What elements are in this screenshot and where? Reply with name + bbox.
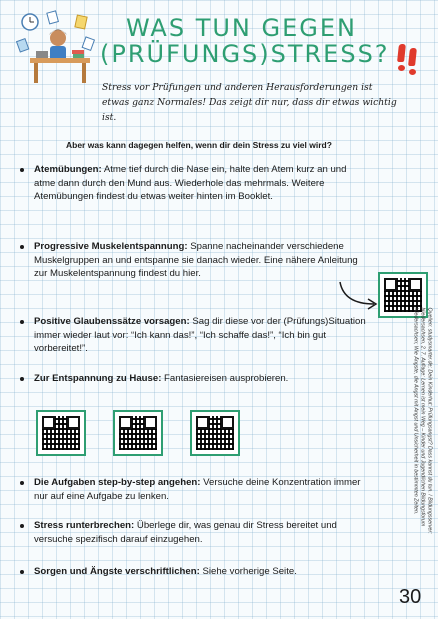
item-text: Sag dir diese vor der (Prüfungs)Situation immer wieder laut vor: “Ich kann das!”, “Ich schaffe das!”, “Ich bin gut vorbereitet!”. [34, 316, 366, 355]
bullet [20, 168, 24, 172]
item-text: Atme tief durch die Nase ein, halte den Atem kurz an und atme dann durch den Mund aus. Wiederhole das mehrmals. Weitere Atemübungen findest du etwas weiter hinten im Booklet. [34, 164, 347, 203]
student-desk-illustration [14, 8, 100, 88]
page-number: 30 [399, 586, 422, 608]
sources-note [395, 305, 433, 550]
title-line-1: WAS TUN GEGEN [126, 14, 357, 42]
bullet [20, 320, 24, 324]
item-label: Sorgen und Ängste verschriftlichen: [34, 566, 200, 577]
list-item-breathing [20, 163, 370, 204]
item-text: Versuche deine Konzentration immer nur auf eine Aufgabe zu lenken. [34, 477, 361, 502]
list-item-break-down-stress [20, 519, 370, 546]
arrow-icon [336, 278, 382, 312]
sources-text: Quellen: studysmarter.de; Dein Kinderhut: Prüfungsangst? Dass kannst du tun. / Bildungsserver: Niedersachsen, 2. 7. Auflage: Lernen ist mein Weg – Kinder und Jugendlichen Bildungsforum Niedersachsen; Wie Ängste, die Angst mit Angst und Unsicherheit in bestimmten Zeiten. [412, 307, 433, 534]
bullet [20, 570, 24, 574]
qr-code-fantasy-journey-1[interactable] [36, 410, 86, 456]
list-item-step-by-step [20, 476, 370, 503]
item-text: Spanne nacheinander verschiedene Muskelgruppen an und entspanne sie danach wieder. Eine nähere Anleitung zur Muskelentspannung findest du hier. [34, 241, 358, 280]
bullet [20, 377, 24, 381]
item-label: Zur Entspannung zu Hause: [34, 373, 162, 384]
list-item-positive-beliefs [20, 315, 370, 356]
bullet [20, 245, 24, 249]
bullet [20, 524, 24, 528]
item-label: Stress runterbrechen: [34, 520, 135, 531]
question-heading: Aber was kann dagegen helfen, wenn dir dein Stress zu viel wird? [66, 140, 332, 150]
qr-code-fantasy-journey-3[interactable] [190, 410, 240, 456]
item-label: Progressive Muskelentspannung: [34, 241, 188, 252]
qr-code-fantasy-journey-2[interactable] [113, 410, 163, 456]
item-text: Fantasiereisen ausprobieren. [161, 373, 289, 384]
list-item-muscle-relaxation [20, 240, 370, 281]
item-label: Die Aufgaben step-by-step angehen: [34, 477, 201, 488]
exclamation-icon [398, 44, 405, 70]
item-text: Überlege dir, was genau dir Stress bereitet und versuche spezifisch darauf einzugehen. [34, 520, 337, 545]
intro-text: Stress vor Prüfungen und anderen Herausforderungen ist etwas ganz Normales! Das zeigt dir nur, dass dir etwas wichtig ist. [102, 82, 397, 123]
item-label: Atemübungen: [34, 164, 102, 175]
bullet [20, 481, 24, 485]
list-item-relaxation-home [20, 372, 370, 386]
list-item-write-worries [20, 565, 370, 579]
title-line-2: (PRÜFUNGS)STRESS? [100, 40, 390, 68]
exclamation-icon [409, 48, 416, 74]
item-label: Positive Glaubenssätze vorsagen: [34, 316, 190, 327]
item-text: Siehe vorherige Seite. [199, 566, 297, 577]
